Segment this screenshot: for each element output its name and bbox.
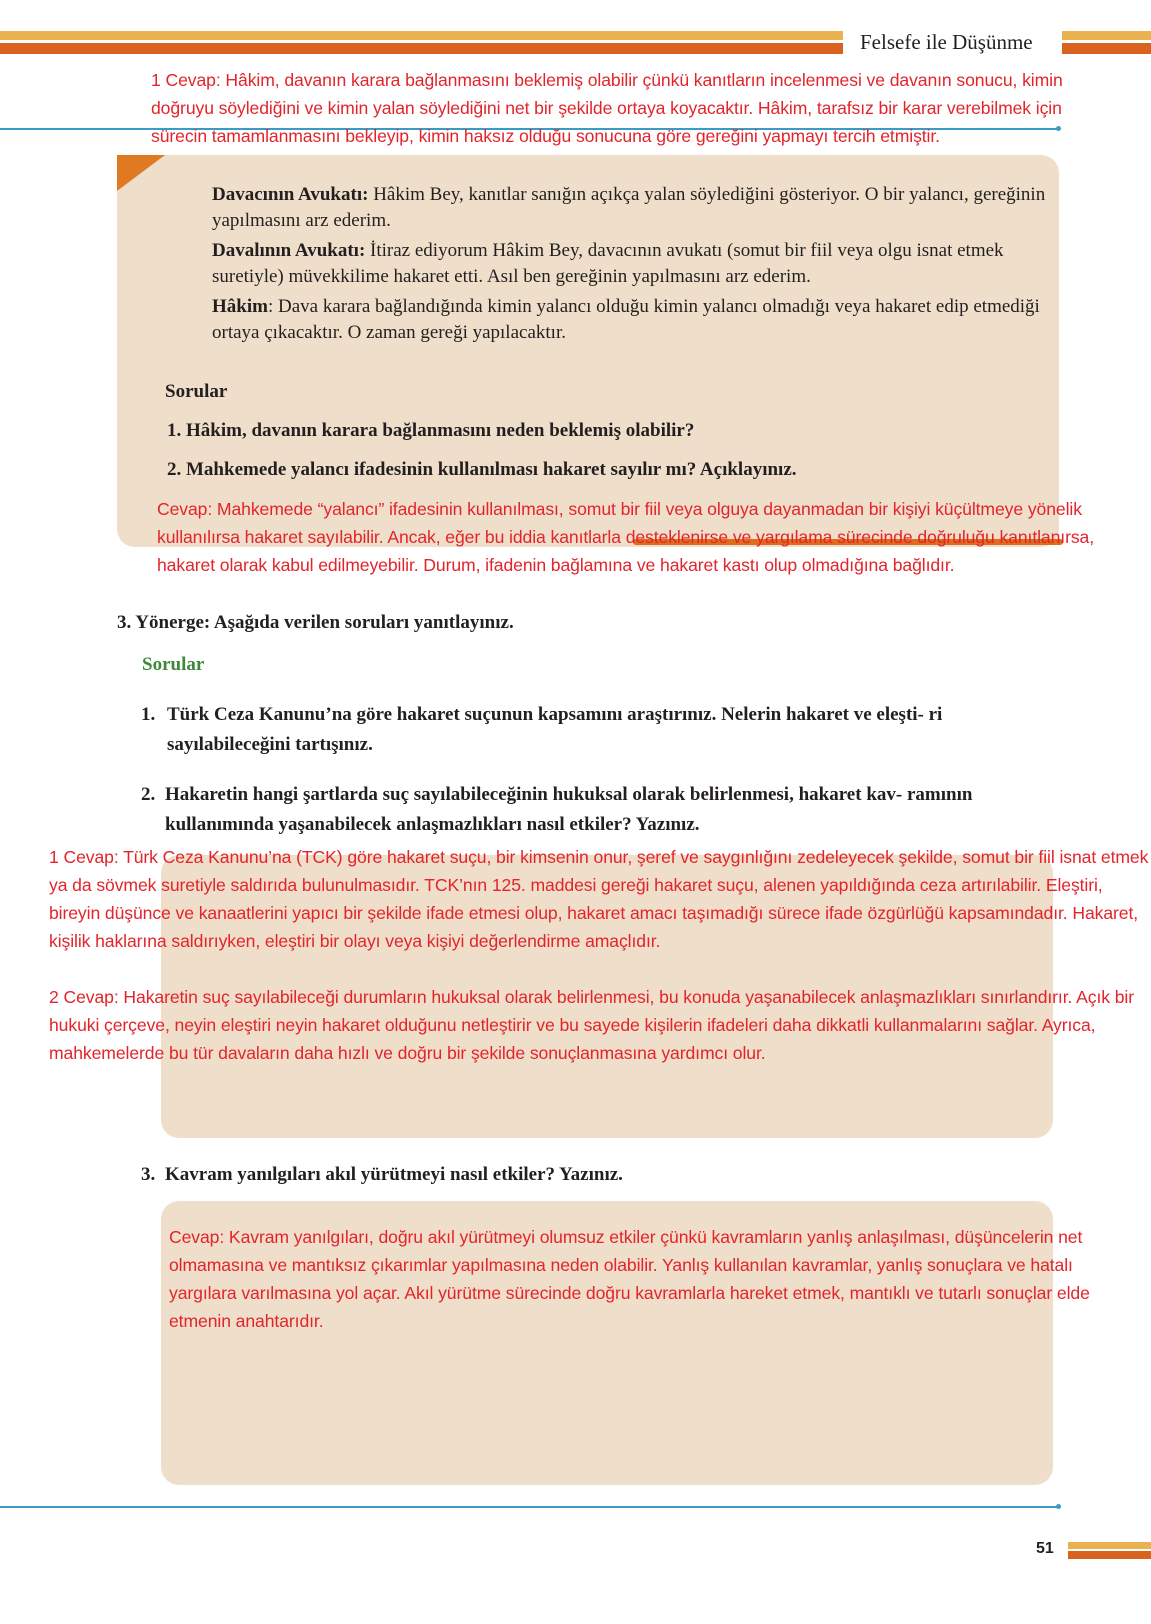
header-bar-dark-right [1062, 43, 1151, 54]
dialog-text: Hâkim Bey, kanıtlar sanığın açıkça yalan söylediğini gösteriyor. O bir yalancı, gereğinin yapılmasını arz ederim. [212, 184, 1046, 231]
header-bar-light-left [0, 31, 843, 40]
header-bar-light-right [1062, 31, 1151, 40]
question-3-1 [141, 700, 1041, 760]
question-1-2: 2. Mahkemede yalancı ifadesinin kullanılması hakaret sayılır mı? Açıklayınız. [167, 459, 797, 480]
dialog-text: İtiraz ediyorum Hâkim Bey, davacının avukatı (somut bir fiil veya olgu isnat etmek suretiyle) müvekkilime hakaret etti. Asıl ben gereğinin yapılmasını arz ederim. [212, 240, 1004, 287]
instruction-3: 3. Yönerge: Aşağıda verilen soruları yanıtlayınız. [117, 612, 514, 633]
question-number: 2. [141, 784, 156, 805]
question-text: Türk Ceza Kanunu’na göre hakaret suçunun kapsamını araştırınız. Nelerin hakaret ve eleşti- ri sayılabileceğini tartışınız. [167, 704, 943, 755]
question-3-3 [141, 1160, 1041, 1190]
speaker-judge: Hâkim [212, 296, 268, 317]
divider-line-bottom [0, 1506, 1058, 1508]
answer-2-text: Cevap: Mahkemede “yalancı” ifadesinin kullanılması, somut bir fiil veya olguya dayanmadan bir kişiyi küçültmeye yönelik kullanılırsa hakaret sayılabilir. Ancak, eğer bu iddia kanıtlarla desteklenirse ve yargılama sürecinde doğruluğu kanıtlanırsa, hakaret olarak kabul edilmeyebilir. Durum, ifadenin bağlamına ve hakaret kastı olup olmadığına bağlıdır. [157, 499, 1095, 575]
divider-dot-bottom [1056, 1504, 1061, 1509]
dialog-line-defendant [212, 238, 1052, 290]
dialog-line-judge [212, 294, 1052, 346]
questions-heading-3: Sorular [142, 654, 205, 675]
corner-accent [117, 155, 165, 191]
question-text: Kavram yanılgıları akıl yürütmeyi nasıl etkiler? Yazınız. [165, 1164, 623, 1185]
answer-1-text: 1 Cevap: Hâkim, davanın karara bağlanmasını beklemiş olabilir çünkü kanıtların incelenmesi ve davanın sonucu, kimin doğruyu söylediğini ve kimin yalan söylediğini net bir şekilde ortaya koyacaktır. Hâkim, tarafsız bir karar verebilmek için sürecin tamamlanmasını bekleyip, kimin haksız olduğu sonucuna göre gereğini yapmayı tercih etmiştir. [151, 70, 1063, 146]
answer-tck-2-text: 2 Cevap: Hakaretin suç sayılabileceği durumların hukuksal olarak belirlenmesi, bu konuda yaşanabilecek anlaşmazlıkları sınırlandırır. Açık bir hukuki çerçeve, neyin eleştiri neyin hakaret olduğunu netleştirir ve bu sayede kişilerin ifadeleri daha dikkatli kullanmalarını sağlar. Ayrıca, mahkemelerde bu tür davaların daha hızlı ve doğru bir şekilde sonuçlanmasına yardımcı olur. [49, 987, 1134, 1063]
answer-tck-1-text: 1 Cevap: Türk Ceza Kanunu’na (TCK) göre hakaret suçu, bir kimsenin onur, şeref ve saygınlığını zedeleyecek şekilde, somut bir fiil isnat etmek ya da sövmek suretiyle saldırıda bulunulmasıdır. TCK’nın 125. maddesi gereği hakaret suçu, alenen yapıldığında ceza artırılabilir. Eleştiri, bireyin düşünce ve kanaatlerini yapıcı bir şekilde ifade etmesi olup, hakaret amacı taşımadığı sürece ifade özgürlüğü kapsamındadır. Hakaret, kişilik haklarına saldırıyken, eleştiri bir olayı veya kişiyi değerlendirme amaçlıdır. [49, 847, 1149, 951]
footer-bar-light [1068, 1542, 1151, 1549]
header-bar-dark-left [0, 43, 843, 54]
question-number: 3. [141, 1164, 156, 1185]
answer-kavram-text: Cevap: Kavram yanılgıları, doğru akıl yürütmeyi olumsuz etkiler çünkü kavramların yanlış anlaşılması, düşüncelerin net olmamasına ve mantıksız çıkarımlar yapılmasına neden olabilir. Yanlış kullanılan kavramlar, yanlış sonuçlara ve hatalı yargılara varılmasına yol açar. Akıl yürütme sürecinde doğru kavramlarla hareket etmek, mantıklı ve tutarlı sonuçlar elde etmenin anahtarıdır. [169, 1227, 1090, 1331]
question-text: Hakaretin hangi şartlarda suç sayılabileceğinin hukuksal olarak belirlenmesi, hakaret kav- ramının kullanımında yaşanabilecek anlaşmazlıkları nasıl etkiler? Yazınız. [165, 784, 973, 835]
questions-heading-1: Sorular [165, 381, 228, 402]
page-number: 51 [1036, 1540, 1054, 1557]
dialog-text: : Dava karara bağlandığında kimin yalancı olduğu kimin yalancı olmadığı veya hakaret edip etmediği ortaya çıkacaktır. O zaman gereği yapılacaktır. [212, 296, 1040, 343]
dialog-line-plaintiff [212, 182, 1052, 234]
speaker-defendant-lawyer: Davalının Avukatı: [212, 240, 366, 261]
dialog-block [212, 182, 1052, 346]
speaker-plaintiff-lawyer: Davacının Avukatı: [212, 184, 369, 205]
footer-bar-dark [1068, 1551, 1151, 1559]
question-3-2 [141, 780, 1041, 840]
question-number: 1. [141, 704, 156, 725]
book-title: Felsefe ile Düşünme [860, 30, 1033, 54]
question-1-1: 1. Hâkim, davanın karara bağlanmasını neden beklemiş olabilir? [167, 420, 695, 441]
